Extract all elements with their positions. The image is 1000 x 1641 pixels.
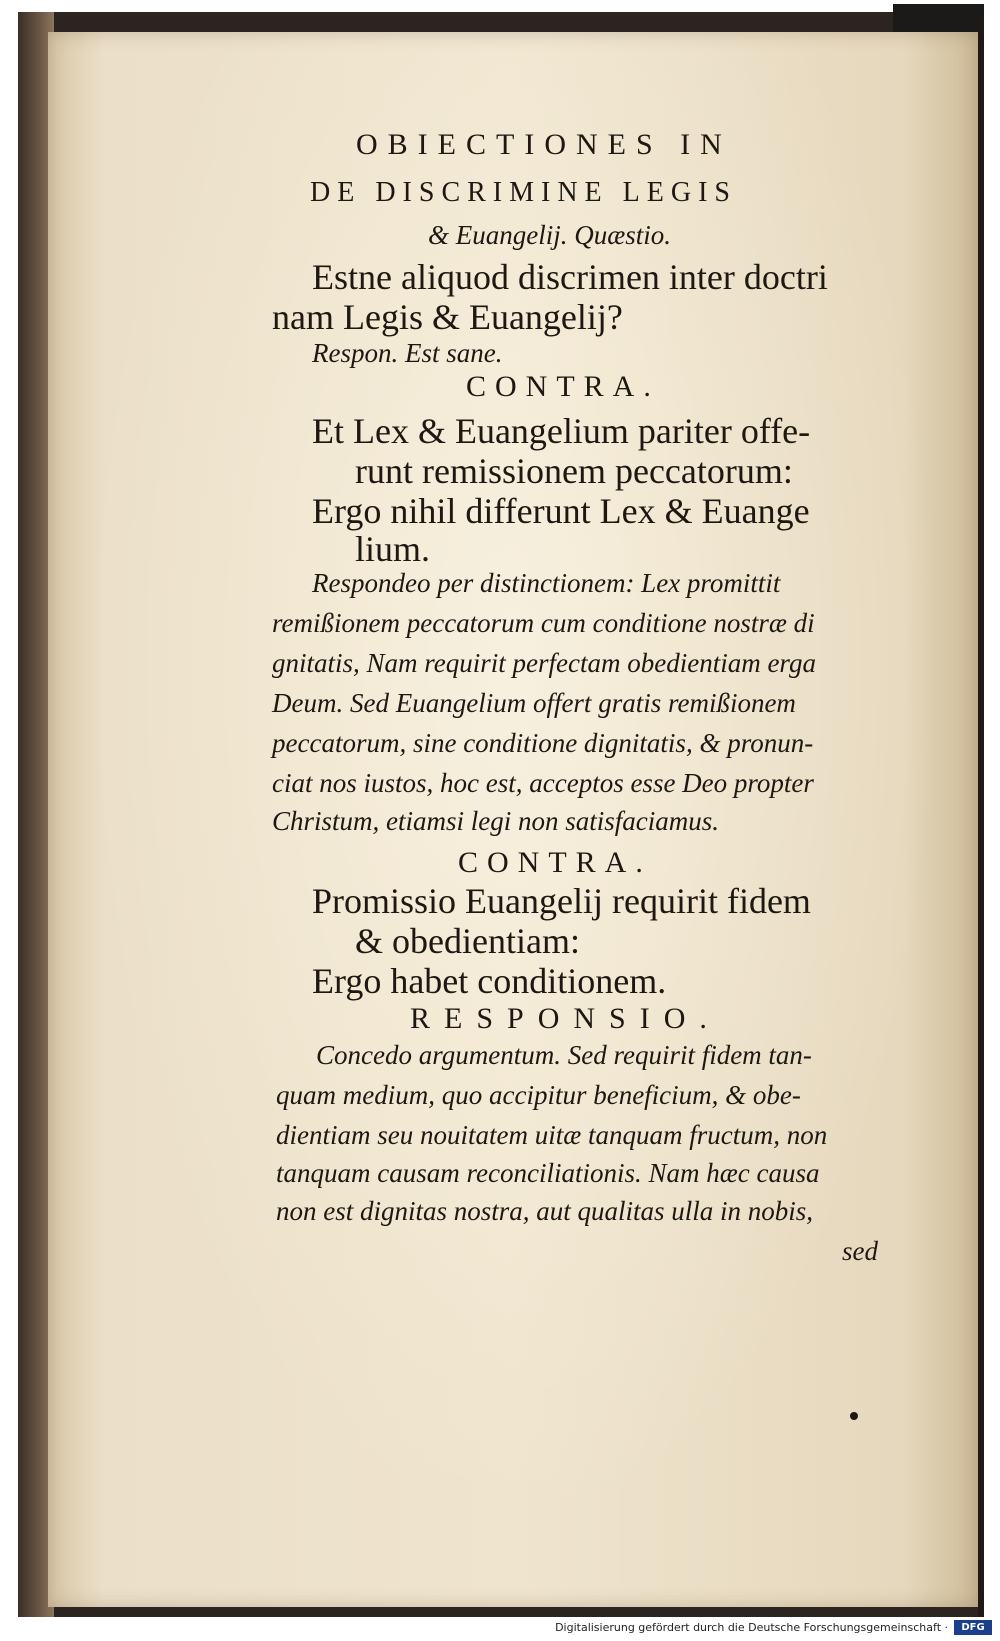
- response-1-line-4: Deum. Sed Euangelium offert gratis remißionem: [272, 688, 796, 718]
- running-head: OBIECTIONES IN: [356, 128, 732, 161]
- argument-2-line-3: Ergo habet conditionem.: [312, 961, 667, 1001]
- argument-1-line-1: Et Lex & Euangelium pariter offe-: [312, 411, 811, 451]
- question-line-2: nam Legis & Euangelij?: [272, 297, 623, 337]
- response-1-line-5: peccatorum, sine conditione dignitatis, & pronun-: [272, 728, 814, 758]
- responsio-line-3: dientiam seu nouitatem uitæ tanquam fructum, non: [276, 1120, 828, 1150]
- catchword: sed: [842, 1236, 878, 1266]
- response-1-line-7: Christum, etiamsi legi non satisfaciamus.: [272, 806, 720, 836]
- section-subtitle: & Euangelij. Quæstio.: [428, 220, 671, 250]
- response-1-line-2: remißionem peccatorum cum conditione nostræ di: [272, 608, 815, 638]
- ink-mark: [850, 1412, 858, 1420]
- responsio-heading: RESPONSIO.: [410, 1002, 721, 1035]
- contra-heading-1: CONTRA.: [466, 370, 660, 403]
- page-edge: [978, 12, 984, 1617]
- question-line-1: Estne aliquod discrimen inter doctri: [312, 257, 828, 297]
- dfg-logo-icon: DFG: [954, 1620, 992, 1635]
- argument-1-line-2: runt remissionem peccatorum:: [355, 451, 793, 491]
- responsio-line-1: Concedo argumentum. Sed requirit fidem tan-: [316, 1040, 812, 1070]
- footer-credit: Digitalisierung gefördert durch die Deutsche Forschungsgemeinschaft ·: [555, 1621, 948, 1634]
- response-short: Respon. Est sane.: [312, 338, 503, 368]
- section-title: DE DISCRIMINE LEGIS: [310, 177, 737, 208]
- argument-1-line-3: Ergo nihil differunt Lex & Euange: [312, 491, 810, 531]
- response-1-line-1: Respondeo per distinctionem: Lex promittit: [312, 568, 781, 598]
- argument-1-line-4: lium.: [355, 529, 431, 569]
- digitization-footer: [0, 1617, 1000, 1641]
- response-1-line-3: gnitatis, Nam requirit perfectam obedientiam erga: [272, 648, 816, 678]
- response-1-line-6: ciat nos iustos, hoc est, acceptos esse Deo propter: [272, 768, 814, 798]
- contra-heading-2: CONTRA.: [458, 846, 652, 879]
- responsio-line-4: tanquam causam reconciliationis. Nam hæc causa: [276, 1158, 820, 1188]
- responsio-line-5: non est dignitas nostra, aut qualitas ulla in nobis,: [276, 1196, 814, 1226]
- argument-2-line-2: & obedientiam:: [355, 921, 580, 961]
- responsio-line-2: quam medium, quo accipitur beneficium, & obe-: [276, 1080, 801, 1110]
- argument-2-line-1: Promissio Euangelij requirit fidem: [312, 881, 811, 921]
